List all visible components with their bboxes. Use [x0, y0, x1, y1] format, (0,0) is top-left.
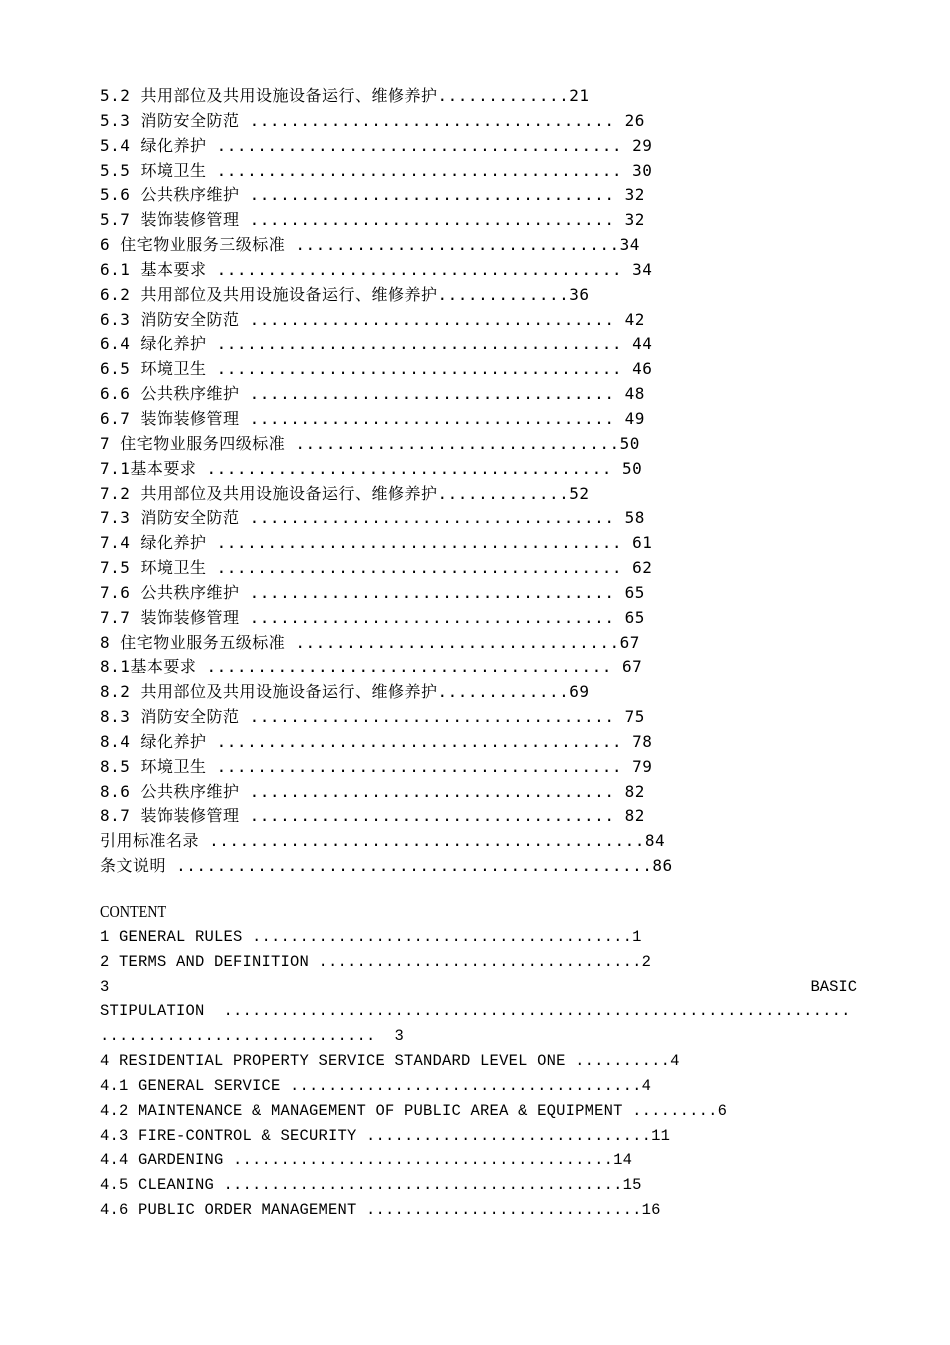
toc-entry[interactable]: 8.1基本要求 ........................................ 67: [100, 657, 643, 677]
toc-entry[interactable]: 7.2 共用部位及共用设施设备运行、维修养护.............52: [100, 483, 590, 503]
toc-entry[interactable]: 8.4 绿化养护 ........................................ 78: [100, 731, 653, 751]
toc-entry[interactable]: 7.7 装饰装修管理 .................................... 65: [100, 607, 645, 627]
toc-entry[interactable]: 8 住宅物业服务五级标准 ................................67: [100, 632, 640, 652]
toc-entry[interactable]: 5.4 绿化养护 ........................................ 29: [100, 135, 653, 155]
toc-entry[interactable]: 6.1 基本要求 ........................................ 34: [100, 259, 653, 279]
toc-entry[interactable]: 6.4 绿化养护 ........................................ 44: [100, 334, 653, 354]
toc-entry[interactable]: 8.5 环境卫生 ........................................ 79: [100, 756, 653, 776]
section-gap: [100, 879, 860, 900]
toc-entry[interactable]: 6.5 环境卫生 ........................................ 46: [100, 359, 653, 379]
toc-entry[interactable]: 7.3 消防安全防范 .................................... 58: [100, 508, 645, 528]
toc-entry[interactable]: 5.7 装饰装修管理 .................................... 32: [100, 210, 645, 230]
toc-english: [100, 900, 860, 1223]
toc-entry[interactable]: 6.3 消防安全防范 .................................... 42: [100, 309, 645, 329]
toc-entry[interactable]: 7.1基本要求 ........................................ 50: [100, 458, 643, 478]
toc-entry[interactable]: 7.6 公共秩序维护 .................................... 65: [100, 582, 645, 602]
toc-entry[interactable]: 6.6 公共秩序维护 .................................... 48: [100, 384, 645, 404]
toc-entry[interactable]: 4.5 CLEANING ..........................................15: [100, 1176, 642, 1195]
toc-entry[interactable]: 5.3 消防安全防范 .................................... 26: [100, 110, 645, 130]
toc-entry[interactable]: 4.1 GENERAL SERVICE .....................................4: [100, 1076, 652, 1095]
content-heading: CONTENT: [100, 902, 167, 921]
toc-entry-continuation[interactable]: STIPULATION ..................................................................: [100, 1002, 851, 1021]
toc-chinese: [100, 84, 860, 879]
toc-entry[interactable]: 6 住宅物业服务三级标准 ................................34: [100, 235, 640, 255]
toc-entry[interactable]: 1 GENERAL RULES ........................................1: [100, 927, 642, 946]
toc-entry[interactable]: 6.7 装饰装修管理 .................................... 49: [100, 408, 645, 428]
toc-entry-continuation[interactable]: ............................. 3: [100, 1027, 405, 1046]
toc-entry[interactable]: 5.6 公共秩序维护 .................................... 32: [100, 185, 645, 205]
toc-entry-number: 3: [100, 977, 110, 996]
toc-entry[interactable]: 引用标准名录 ...........................................84: [100, 831, 666, 851]
toc-entry[interactable]: 7.4 绿化养护 ........................................ 61: [100, 533, 653, 553]
toc-entry[interactable]: 8.6 公共秩序维护 .................................... 82: [100, 781, 645, 801]
toc-entry[interactable]: 条文说明 ...............................................86: [100, 856, 673, 876]
toc-entry[interactable]: 7 住宅物业服务四级标准 ................................50: [100, 433, 640, 453]
toc-entry[interactable]: 4.2 MAINTENANCE & MANAGEMENT OF PUBLIC AREA & EQUIPMENT .........6: [100, 1101, 728, 1120]
toc-entry[interactable]: 2 TERMS AND DEFINITION ..................................2: [100, 952, 652, 971]
toc-page: [100, 84, 860, 1223]
toc-entry[interactable]: 4.6 PUBLIC ORDER MANAGEMENT .............................16: [100, 1201, 661, 1220]
toc-entry-basic-first-line[interactable]: [100, 975, 857, 1000]
toc-entry[interactable]: 5.5 环境卫生 ........................................ 30: [100, 160, 653, 180]
toc-entry[interactable]: 7.5 环境卫生 ........................................ 62: [100, 558, 653, 578]
toc-entry-word: BASIC: [810, 977, 857, 996]
toc-entry[interactable]: 8.7 装饰装修管理 .................................... 82: [100, 806, 645, 826]
toc-entry[interactable]: 5.2 共用部位及共用设施设备运行、维修养护.............21: [100, 86, 590, 105]
toc-entry[interactable]: 4.3 FIRE-CONTROL & SECURITY ..............................11: [100, 1126, 671, 1145]
toc-entry[interactable]: 4.4 GARDENING ........................................14: [100, 1151, 633, 1170]
toc-entry[interactable]: 8.2 共用部位及共用设施设备运行、维修养护.............69: [100, 682, 590, 702]
toc-entry[interactable]: 8.3 消防安全防范 .................................... 75: [100, 707, 645, 727]
toc-entry[interactable]: 4 RESIDENTIAL PROPERTY SERVICE STANDARD LEVEL ONE ..........4: [100, 1052, 680, 1071]
toc-entry[interactable]: 6.2 共用部位及共用设施设备运行、维修养护.............36: [100, 284, 590, 304]
